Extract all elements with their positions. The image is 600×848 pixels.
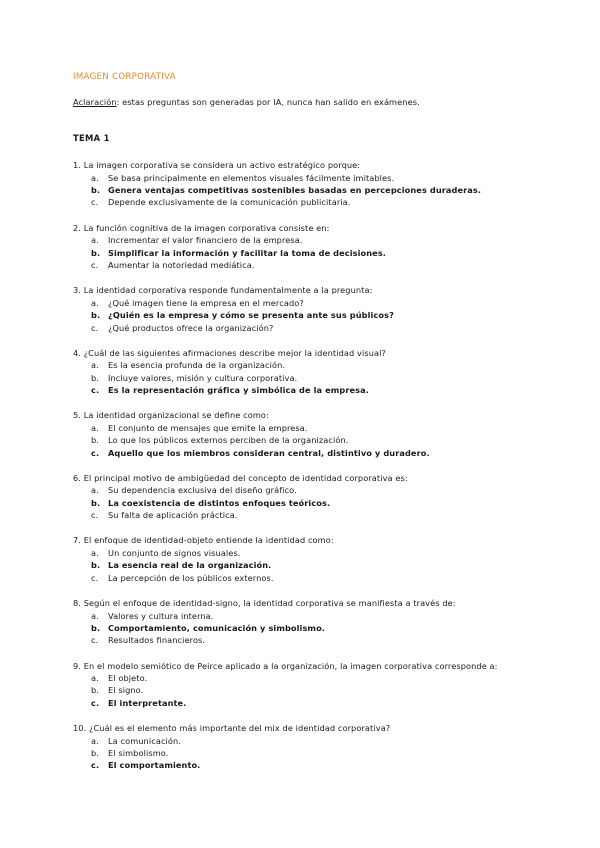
answer-option-correct <box>73 497 553 509</box>
option-text: El conjunto de mensajes que emite la empresa. <box>108 422 308 433</box>
option-text: Aumentar la notoriedad mediática. <box>108 259 255 270</box>
option-text: ¿Qué imagen tiene la empresa en el mercado? <box>108 297 304 308</box>
question-item <box>73 222 553 272</box>
option-letter: b. <box>91 560 101 571</box>
question-item <box>73 660 553 710</box>
answer-option <box>73 634 553 646</box>
answer-options <box>73 172 553 209</box>
option-text: El signo. <box>108 685 144 696</box>
option-letter: a. <box>91 610 99 621</box>
option-letter: c. <box>91 259 99 270</box>
answer-option-correct <box>73 759 553 771</box>
disclaimer-note <box>73 97 420 107</box>
question-text: 6. El principal motivo de ambigüedad del concepto de identidad corporativa es: <box>73 472 408 483</box>
option-letter: c. <box>91 510 99 521</box>
answer-option-correct <box>73 559 553 571</box>
answer-options <box>73 234 553 271</box>
answer-option <box>73 359 553 371</box>
question-list <box>73 159 553 785</box>
option-text: Resultados financieros. <box>108 635 206 646</box>
option-text: Simplificar la información y facilitar la toma de decisiones. <box>108 247 387 258</box>
option-letter: a. <box>91 235 99 246</box>
option-text: La coexistencia de distintos enfoques teóricos. <box>108 497 331 508</box>
option-text: Un conjunto de signos visuales. <box>108 547 241 558</box>
answer-option <box>73 422 553 434</box>
question-item <box>73 722 553 772</box>
option-letter: a. <box>91 172 99 183</box>
option-letter: c. <box>91 635 99 646</box>
option-letter: b. <box>91 184 101 195</box>
option-text: Se basa principalmente en elementos visuales fácilmente imitables. <box>108 172 395 183</box>
question-text: 3. La identidad corporativa responde fundamentalmente a la pregunta: <box>73 285 373 296</box>
question-text: 5. La identidad organizacional se define como: <box>73 410 269 421</box>
option-letter: a. <box>91 485 99 496</box>
answer-option-correct <box>73 447 553 459</box>
question-text: 2. La función cognitiva de la imagen corporativa consiste en: <box>73 222 330 233</box>
option-text: El objeto. <box>108 673 148 684</box>
option-letter: c. <box>91 697 100 708</box>
option-letter: b. <box>91 622 101 633</box>
option-letter: b. <box>91 372 99 383</box>
answer-option <box>73 259 553 271</box>
question-item <box>73 284 553 334</box>
answer-options <box>73 422 553 459</box>
answer-option <box>73 747 553 759</box>
option-text: Lo que los públicos externos perciben de la organización. <box>108 435 349 446</box>
topic-heading: TEMA 1 <box>73 133 110 143</box>
option-text: Incluye valores, misión y cultura corporativa. <box>108 372 298 383</box>
option-text: El interpretante. <box>108 697 187 708</box>
question-item <box>73 472 553 522</box>
question-text: 4. ¿Cuál de las siguientes afirmaciones describe mejor la identidad visual? <box>73 347 386 358</box>
option-letter: c. <box>91 447 100 458</box>
option-letter: c. <box>91 197 99 208</box>
answer-option <box>73 297 553 309</box>
document-title: IMAGEN CORPORATIVA <box>73 72 176 82</box>
answer-option <box>73 610 553 622</box>
answer-option <box>73 322 553 334</box>
answer-option <box>73 234 553 246</box>
option-text: Genera ventajas competitivas sostenibles basadas en percepciones duraderas. <box>108 184 482 195</box>
disclaimer-text: : estas preguntas son generadas por IA, nunca han salido en exámenes. <box>116 97 420 107</box>
answer-option <box>73 672 553 684</box>
question-item <box>73 597 553 647</box>
question-item <box>73 159 553 209</box>
question-text: 7. El enfoque de identidad-objeto entiende la identidad como: <box>73 535 334 546</box>
answer-option-correct <box>73 309 553 321</box>
option-text: La percepción de los públicos externos. <box>108 572 274 583</box>
answer-option <box>73 372 553 384</box>
option-letter: c. <box>91 322 99 333</box>
answer-options <box>73 610 553 647</box>
option-text: Es la representación gráfica y simbólica de la empresa. <box>108 385 369 396</box>
option-letter: b. <box>91 435 99 446</box>
option-text: Su dependencia exclusiva del diseño gráfico. <box>108 485 297 496</box>
option-letter: c. <box>91 385 100 396</box>
option-letter: a. <box>91 673 99 684</box>
answer-option <box>73 735 553 747</box>
question-item <box>73 347 553 397</box>
answer-option <box>73 572 553 584</box>
option-letter: c. <box>91 760 100 771</box>
question-text: 10. ¿Cuál es el elemento más importante del mix de identidad corporativa? <box>73 723 391 734</box>
option-text: La esencia real de la organización. <box>108 560 272 571</box>
option-letter: a. <box>91 735 99 746</box>
answer-option <box>73 684 553 696</box>
option-text: Comportamiento, comunicación y simbolismo. <box>108 622 325 633</box>
answer-option-correct <box>73 622 553 634</box>
answer-option <box>73 434 553 446</box>
answer-option-correct <box>73 184 553 196</box>
option-letter: b. <box>91 748 99 759</box>
option-text: El comportamiento. <box>108 760 201 771</box>
option-text: Aquello que los miembros consideran central, distintivo y duradero. <box>108 447 430 458</box>
answer-options <box>73 297 553 334</box>
answer-options <box>73 359 553 396</box>
option-text: ¿Qué productos ofrece la organización? <box>108 322 274 333</box>
answer-option-correct <box>73 384 553 396</box>
option-letter: c. <box>91 572 99 583</box>
question-text: 9. En el modelo semiótico de Peirce aplicado a la organización, la imagen corporativa corresponde a: <box>73 660 498 671</box>
question-item <box>73 534 553 584</box>
option-text: La comunicación. <box>108 735 182 746</box>
option-letter: b. <box>91 310 101 321</box>
answer-options <box>73 672 553 709</box>
question-text: 1. La imagen corporativa se considera un activo estratégico porque: <box>73 160 361 170</box>
question-text: 8. Según el enfoque de identidad-signo, la identidad corporativa se manifiesta a través de: <box>73 597 456 608</box>
option-letter: a. <box>91 297 99 308</box>
option-text: Valores y cultura interna. <box>108 610 214 621</box>
answer-options <box>73 547 553 584</box>
option-letter: b. <box>91 685 99 696</box>
answer-option <box>73 196 553 208</box>
answer-option <box>73 547 553 559</box>
disclaimer-label: Aclaración <box>73 97 117 107</box>
answer-options <box>73 484 553 521</box>
answer-option <box>73 484 553 496</box>
answer-option-correct <box>73 247 553 259</box>
option-letter: a. <box>91 360 99 371</box>
question-item <box>73 409 553 459</box>
option-letter: a. <box>91 547 99 558</box>
option-text: Incrementar el valor financiero de la empresa. <box>108 235 303 246</box>
option-text: Es la esencia profunda de la organización. <box>108 360 286 371</box>
option-text: ¿Quién es la empresa y cómo se presenta ante sus públicos? <box>108 310 394 321</box>
option-text: El simbolismo. <box>108 748 169 759</box>
option-text: Su falta de aplicación práctica. <box>108 510 238 521</box>
option-letter: a. <box>91 422 99 433</box>
option-letter: b. <box>91 497 101 508</box>
answer-option <box>73 172 553 184</box>
answer-option <box>73 509 553 521</box>
answer-options <box>73 735 553 772</box>
option-text: Depende exclusivamente de la comunicación publicitaria. <box>108 197 351 208</box>
option-letter: b. <box>91 247 101 258</box>
answer-option-correct <box>73 697 553 709</box>
